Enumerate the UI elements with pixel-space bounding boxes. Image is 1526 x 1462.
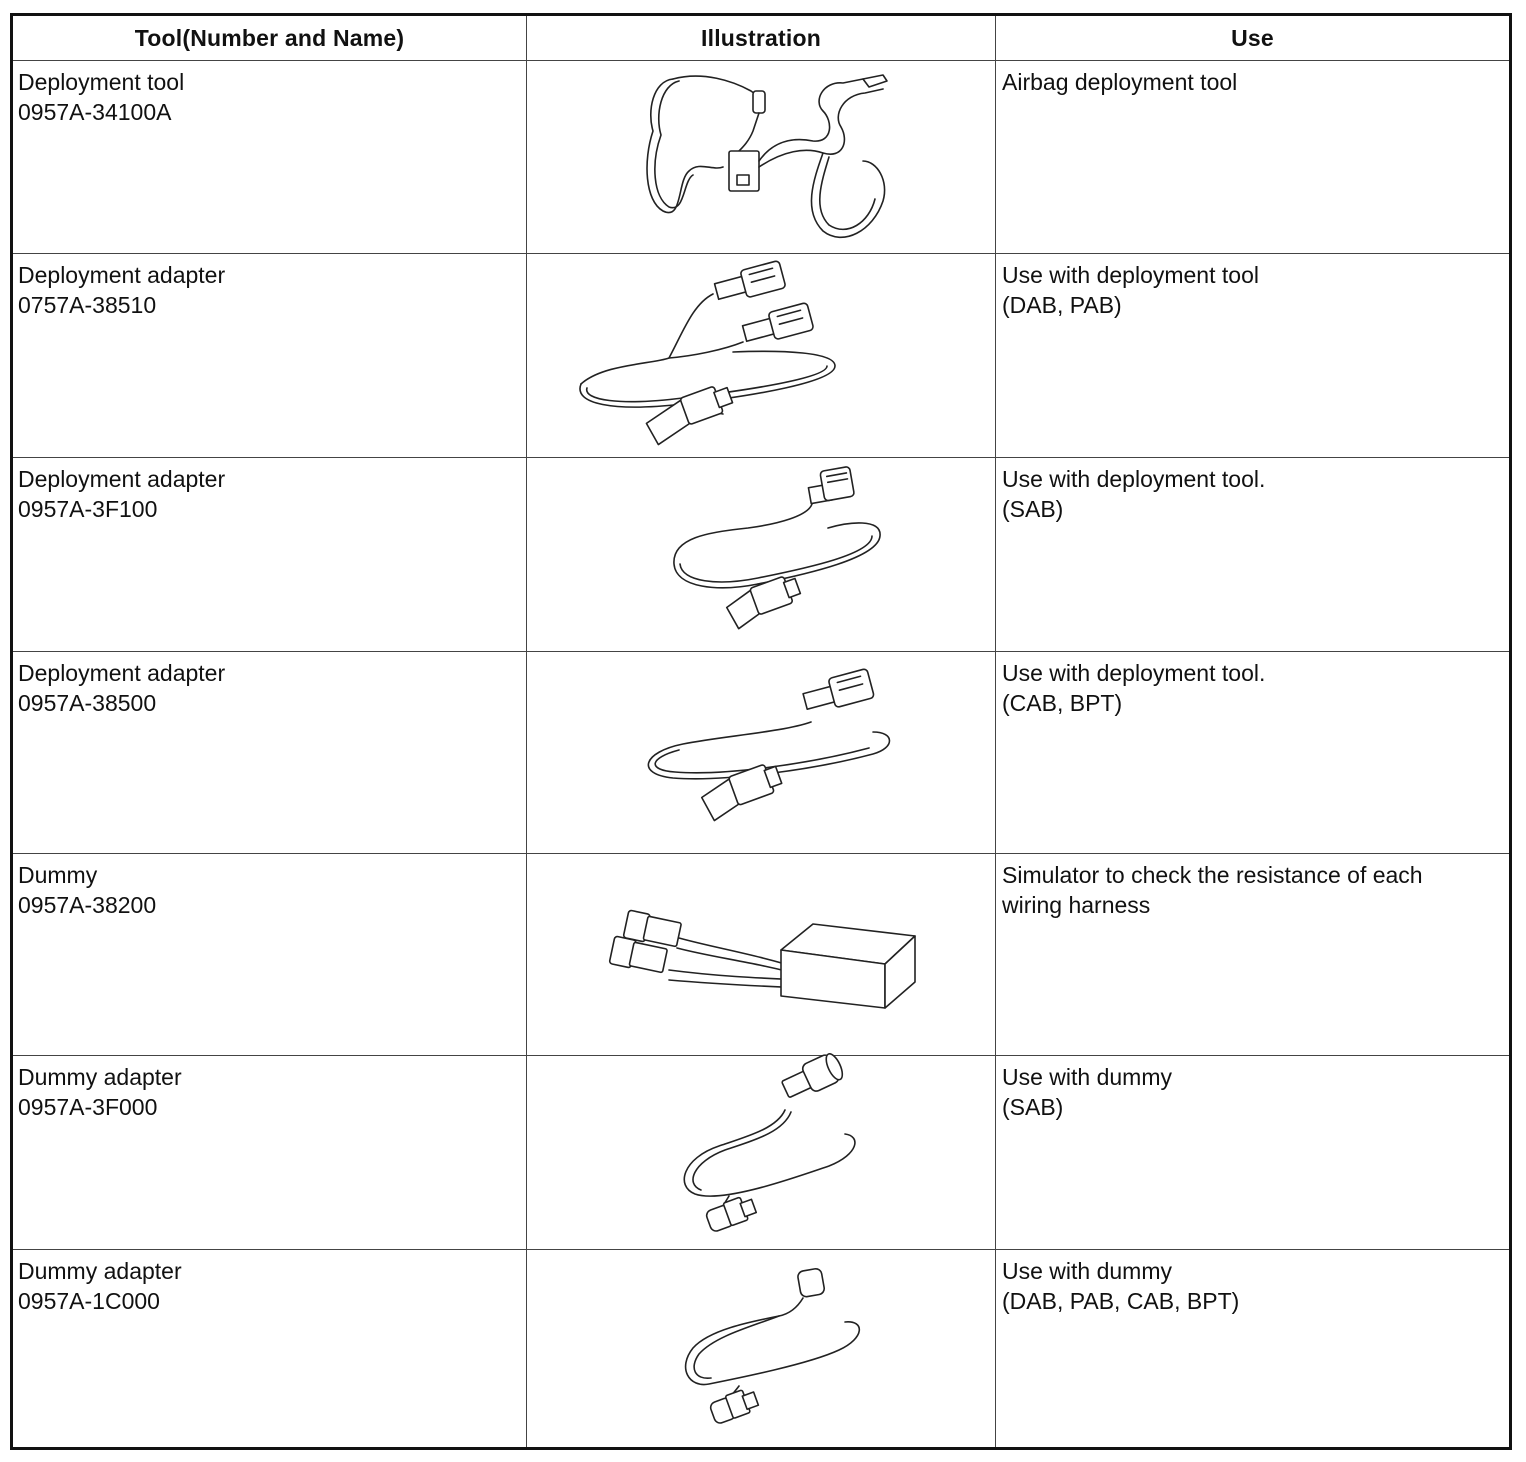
use-line: (SAB) [1002, 1094, 1064, 1120]
table-row [13, 652, 1509, 853]
deployment-tool-drawing [633, 71, 893, 251]
dummy-adapter-drawing [669, 1264, 869, 1444]
tool-name: Dummy adapter [18, 1258, 182, 1284]
header-use: Use [1231, 24, 1274, 51]
tool-name: Deployment adapter [18, 466, 226, 492]
use-line: Use with deployment tool [1002, 262, 1259, 288]
table-row [13, 1250, 1509, 1447]
tool-name: Dummy adapter [18, 1064, 182, 1090]
tool-name: Deployment adapter [18, 660, 226, 686]
use-line: Airbag deployment tool [1002, 69, 1238, 95]
tool-number: 0957A-38500 [18, 690, 157, 716]
tool-number: 0957A-3F100 [18, 496, 158, 522]
use-line: Use with deployment tool. [1002, 466, 1266, 492]
table-row [13, 1056, 1509, 1249]
tool-number: 0957A-3F000 [18, 1094, 158, 1120]
two-connector-adapter-drawing [658, 468, 888, 648]
table-row [13, 254, 1509, 457]
tool-number: 0957A-38200 [18, 892, 157, 918]
tool-name: Deployment tool [18, 69, 185, 95]
header-illustration: Illustration [701, 24, 821, 51]
use-line: (SAB) [1002, 496, 1064, 522]
use-line: Use with dummy [1002, 1258, 1172, 1284]
special-tools-table [10, 13, 1512, 1450]
table-row [13, 854, 1509, 1055]
use-line: wiring harness [1002, 892, 1151, 918]
use-line: (CAB, BPT) [1002, 690, 1123, 716]
two-connector-adapter-drawing [633, 682, 898, 837]
use-line: Simulator to check the resistance of each [1002, 862, 1423, 888]
use-line: Use with deployment tool. [1002, 660, 1266, 686]
tool-number: 0957A-1C000 [18, 1288, 160, 1314]
table-row [13, 458, 1509, 651]
three-connector-adapter-drawing [573, 264, 843, 454]
use-line: (DAB, PAB) [1002, 292, 1122, 318]
tool-number: 0757A-38510 [18, 292, 157, 318]
dummy-box-drawing [605, 904, 925, 1029]
header-tool: Tool(Number and Name) [134, 24, 405, 51]
dummy-adapter-drawing [669, 1066, 869, 1246]
table-row [13, 61, 1509, 253]
use-line: (DAB, PAB, CAB, BPT) [1002, 1288, 1240, 1314]
use-line: Use with dummy [1002, 1064, 1172, 1090]
tool-number: 0957A-34100A [18, 99, 172, 125]
tool-name: Deployment adapter [18, 262, 226, 288]
tool-name: Dummy [18, 862, 98, 888]
